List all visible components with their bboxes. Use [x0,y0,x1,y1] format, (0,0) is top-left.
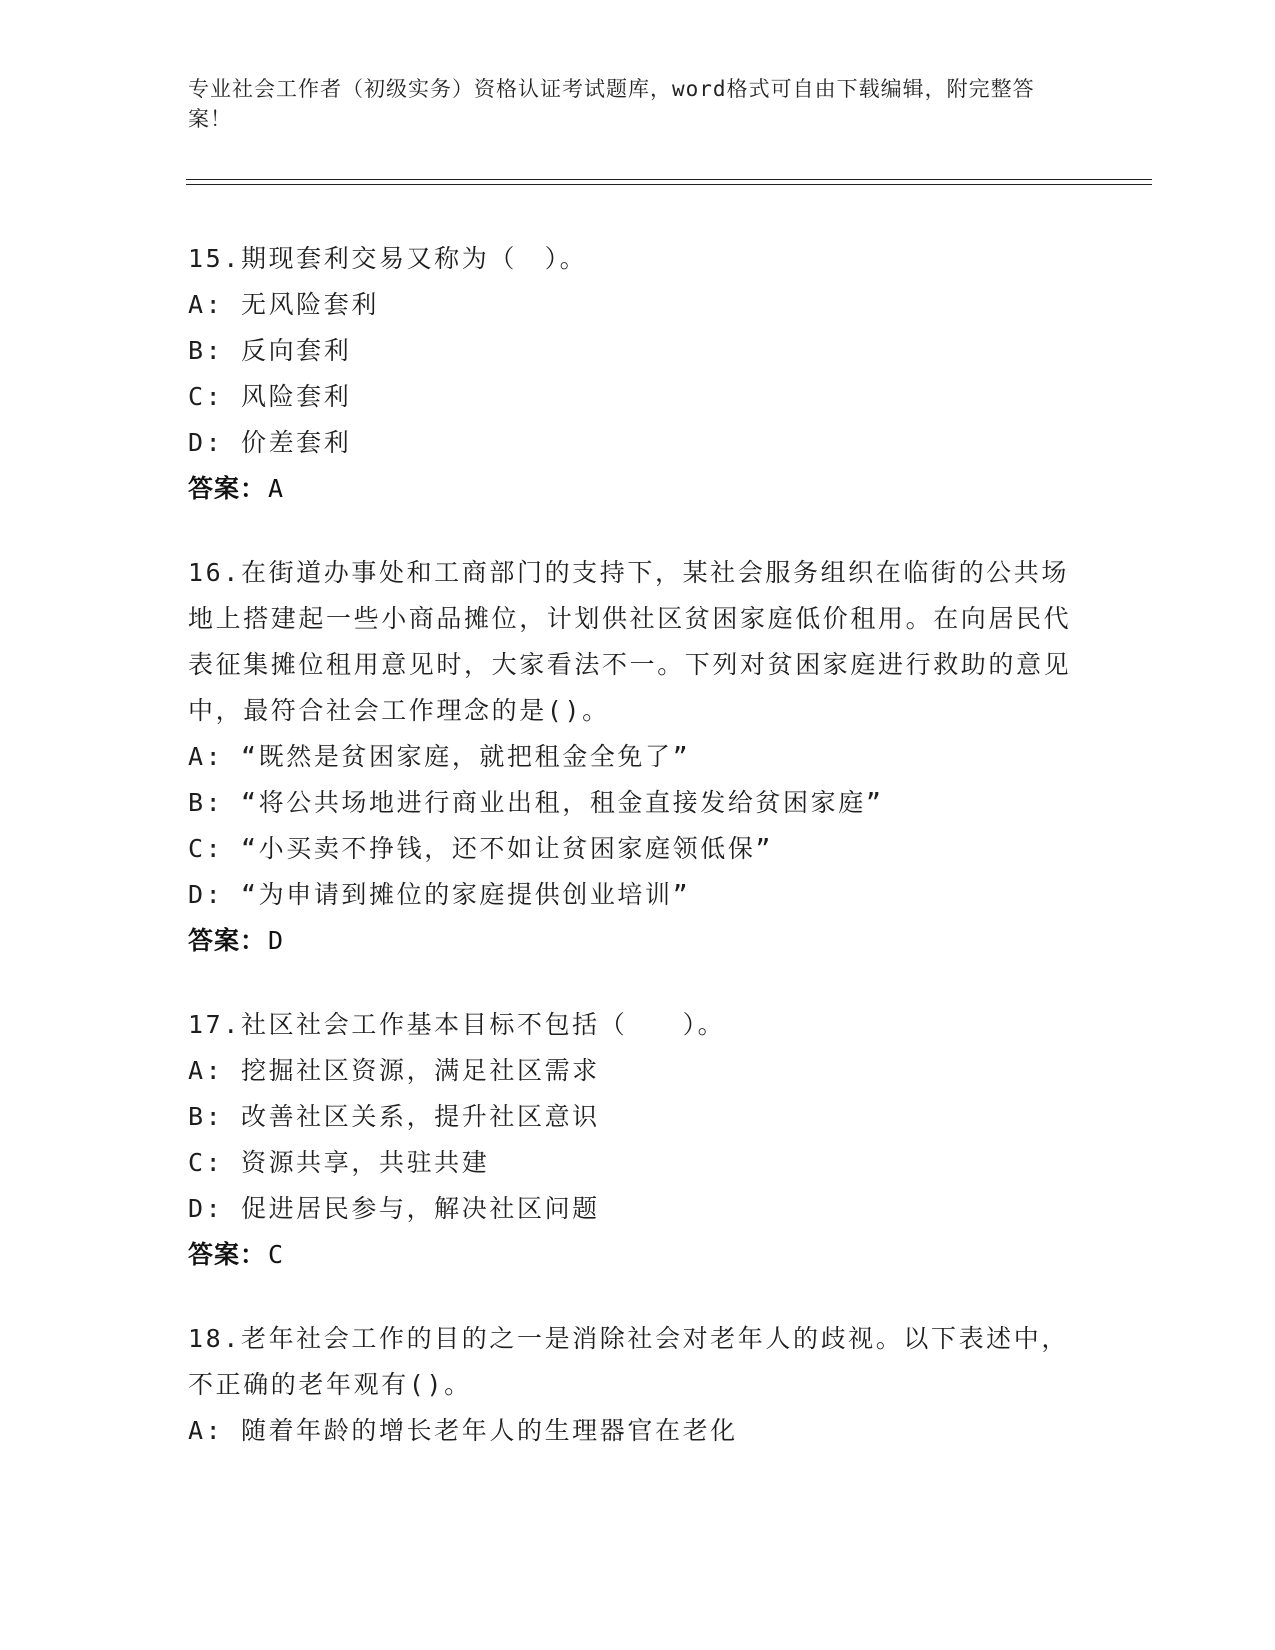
option-d [188,420,1088,466]
question-16 [188,550,1088,964]
option-letter: C: [188,1148,224,1177]
question-text [188,1316,1088,1408]
answer-label: 答案： [188,474,267,503]
option-text: “为申请到摊位的家庭提供创业培训” [240,880,691,909]
option-a [188,282,1088,328]
option-text: 挖掘社区资源，满足社区需求 [240,1056,600,1085]
option-letter: D: [188,1194,224,1223]
option-d [188,872,1088,918]
option-text: “小买卖不挣钱，还不如让贫困家庭领低保” [240,834,774,863]
option-letter: C: [188,382,224,411]
option-letter: D: [188,428,224,457]
answer-value: D [268,926,285,955]
option-letter: B: [188,1102,224,1131]
option-letter: A: [188,1056,224,1085]
question-stem: 社区社会工作基本目标不包括（ ）。 [240,1010,726,1039]
question-number: 15. [188,244,241,273]
option-letter: B: [188,788,224,817]
option-b [188,780,1088,826]
question-text [188,236,1088,282]
option-a [188,734,1088,780]
question-number: 16. [188,558,241,587]
answer-value: A [268,474,285,503]
option-text: 随着年龄的增长老年人的生理器官在老化 [240,1416,738,1445]
option-letter: A: [188,1416,224,1445]
answer-label: 答案： [188,926,267,955]
option-text: 无风险套利 [240,290,379,319]
option-letter: C: [188,834,224,863]
option-text: “将公共场地进行商业出租，租金直接发给贫困家庭” [240,788,884,817]
question-number: 18. [188,1324,241,1353]
option-text: 价差套利 [240,428,352,457]
option-letter: A: [188,742,224,771]
option-a [188,1048,1088,1094]
document-header: 专业社会工作者（初级实务）资格认证考试题库，word格式可自由下载编辑，附完整答案！ [188,77,1035,131]
header-divider-bottom [186,184,1152,185]
question-18 [188,1316,1088,1454]
question-text [188,1002,1088,1048]
option-text: 风险套利 [240,382,352,411]
option-d [188,1186,1088,1232]
option-letter: B: [188,336,224,365]
option-letter: D: [188,880,224,909]
question-text [188,550,1088,734]
question-stem: 老年社会工作的目的之一是消除社会对老年人的歧视。以下表述中，不正确的老年观有()。 [188,1324,1069,1399]
question-stem: 在街道办事处和工商部门的支持下，某社会服务组织在临街的公共场地上搭建起一些小商品摊位，计划供社区贫困家庭低价租用。在向居民代表征集摊位租用意见时，大家看法不一。下列对贫困家庭进行救助的意见中，最符合社会工作理念的是()。 [188,558,1072,725]
answer-line [188,1232,1088,1278]
option-text: 资源共享，共驻共建 [240,1148,490,1177]
option-text: 反向套利 [240,336,352,365]
answer-label: 答案： [188,1240,267,1269]
question-15 [188,236,1088,512]
option-c [188,826,1088,872]
option-text: 促进居民参与，解决社区问题 [240,1194,600,1223]
option-text: 改善社区关系，提升社区意识 [240,1102,600,1131]
question-17 [188,1002,1088,1278]
option-text: “既然是贫困家庭，就把租金全免了” [240,742,691,771]
question-number: 17. [188,1010,241,1039]
answer-line [188,466,1088,512]
answer-line [188,918,1088,964]
answer-value: C [268,1240,285,1269]
option-a [188,1408,1088,1454]
option-b [188,1094,1088,1140]
question-stem: 期现套利交易又称为（ ）。 [240,244,588,273]
header-divider-top [186,179,1152,180]
option-c [188,374,1088,420]
option-c [188,1140,1088,1186]
question-list [188,236,1088,1492]
option-letter: A: [188,290,224,319]
option-b [188,328,1088,374]
